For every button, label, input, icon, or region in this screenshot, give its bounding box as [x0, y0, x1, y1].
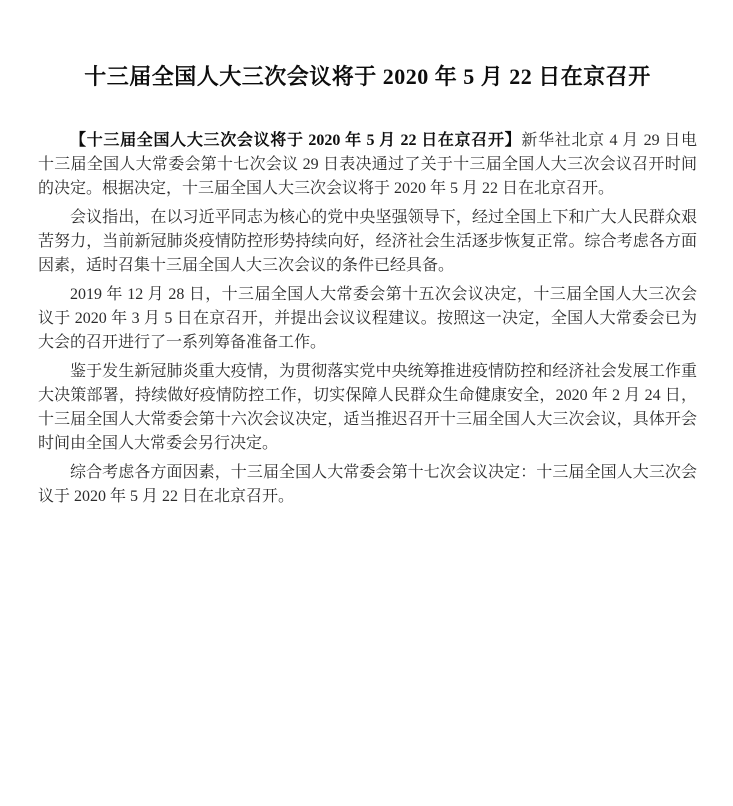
paragraph-1-bold-lead: 【十三届全国人大三次会议将于 2020 年 5 月 22 日在京召开】 [70, 132, 522, 149]
paragraph-4: 鉴于发生新冠肺炎重大疫情，为贯彻落实党中央统筹推进疫情防控和经济社会发展工作重大决策部署，持续做好疫情防控工作，切实保障人民群众生命健康安全，2020 年 2 月 24 日，十三届全国人大常委会第十六次会议决定，适当推迟召开十三届全国人大三次会议，具体开会时间由全国人大常委会另行决定。 [38, 363, 697, 452]
paragraph-5: 综合考虑各方面因素，十三届全国人大常委会第十七次会议决定：十三届全国人大三次会议于 2020 年 5 月 22 日在北京召开。 [38, 464, 697, 505]
paragraph-1 [38, 129, 713, 201]
paragraph-1-text: 新华社北京 4 月 29 日电 十三届全国人大常委会第十七次会议 29 日表决通过了关于十三届全国人大三次会议召开时间的决定。根据决定，十三届全国人大三次会议将于 2020 年 5 月 22 日在北京召开。 [38, 132, 713, 197]
article-title: 十三届全国人大三次会议将于 2020 年 5 月 22 日在京召开 [84, 64, 651, 89]
paragraph-3: 2019 年 12 月 28 日，十三届全国人大常委会第十五次会议决定，十三届全国人大三次会议于 2020 年 3 月 5 日在京召开，并提出会议议程建议。按照这一决定，全国人大常委会已为大会的召开进行了一系列筹备准备工作。 [38, 286, 697, 351]
paragraph-2: 会议指出，在以习近平同志为核心的党中央坚强领导下，经过全国上下和广大人民群众艰苦努力，当前新冠肺炎疫情防控形势持续向好，经济社会生活逐步恢复正常。综合考虑各方面因素，适时召集十三届全国人大三次会议的条件已经具备。 [38, 209, 697, 274]
